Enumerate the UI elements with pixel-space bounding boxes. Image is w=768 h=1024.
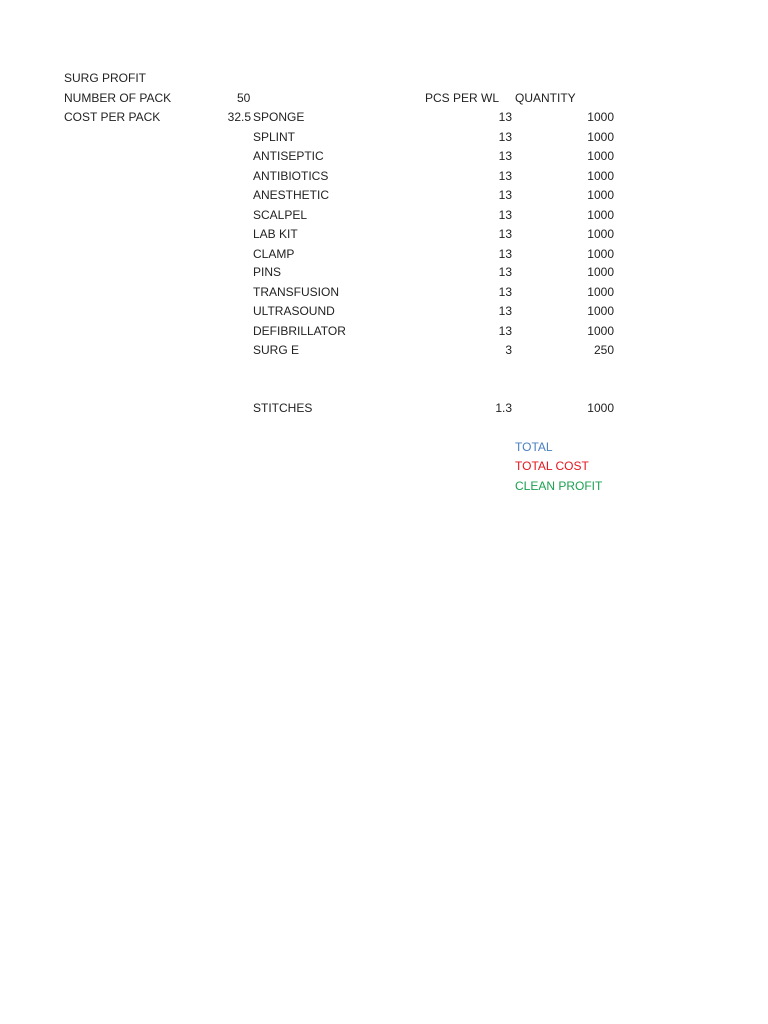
item-qty: 1000	[587, 227, 614, 241]
stitches-pcs: 1.3	[495, 401, 512, 415]
number-of-pack-label: NUMBER OF PACK	[64, 91, 172, 105]
cost-per-pack-label: COST PER PACK	[64, 110, 161, 124]
item-name: SPLINT	[253, 129, 296, 144]
item-qty: 250	[593, 343, 614, 357]
item-pcs: 13	[498, 149, 512, 163]
item-name: SPONGE	[253, 110, 305, 124]
item-qty: 1000	[587, 246, 614, 261]
item-pcs: 13	[498, 188, 512, 202]
item-name: ANTIBIOTICS	[253, 168, 329, 183]
item-qty: 1000	[587, 265, 614, 279]
total-label: TOTAL	[515, 440, 553, 454]
item-pcs: 13	[498, 265, 512, 279]
pcs-per-wl-header: PCS PER WL	[424, 91, 499, 105]
item-name: SURG E	[253, 343, 300, 357]
item-name: DEFIBRILLATOR	[253, 323, 346, 338]
stitches-name: STITCHES	[253, 401, 313, 415]
item-pcs: 13	[498, 323, 512, 338]
item-qty: 1000	[587, 304, 614, 318]
item-name: LAB KIT	[253, 227, 298, 241]
item-qty: 1000	[587, 188, 614, 202]
item-name: ANTISEPTIC	[253, 149, 324, 163]
item-name: SCALPEL	[253, 207, 308, 222]
item-qty: 1000	[587, 110, 614, 124]
quantity-header: QUANTITY	[515, 91, 576, 105]
item-name: PINS	[253, 265, 282, 279]
item-qty: 1000	[587, 207, 614, 222]
item-name: TRANSFUSION	[253, 284, 340, 299]
item-pcs: 13	[498, 207, 512, 222]
item-name: CLAMP	[253, 246, 295, 261]
item-pcs: 13	[498, 227, 512, 241]
sheet-title: SURG PROFIT	[64, 71, 147, 85]
number-of-pack-value: 50	[237, 91, 251, 105]
item-name: ANESTHETIC	[253, 188, 330, 202]
item-qty: 1000	[587, 323, 614, 338]
item-qty: 1000	[587, 284, 614, 299]
item-pcs: 13	[498, 129, 512, 144]
clean-profit-label: CLEAN PROFIT	[515, 479, 603, 493]
item-pcs: 13	[498, 168, 512, 183]
item-name: ULTRASOUND	[253, 304, 335, 318]
cost-per-pack-value: 32.5	[227, 110, 251, 124]
item-qty: 1000	[587, 129, 614, 144]
item-pcs: 13	[498, 110, 512, 124]
total-cost-label: TOTAL COST	[515, 459, 589, 473]
item-pcs: 13	[498, 304, 512, 318]
item-qty: 1000	[587, 168, 614, 183]
item-pcs: 3	[505, 343, 512, 357]
item-pcs: 13	[498, 246, 512, 261]
item-qty: 1000	[587, 149, 614, 163]
item-pcs: 13	[498, 284, 512, 299]
stitches-qty: 1000	[587, 401, 614, 415]
